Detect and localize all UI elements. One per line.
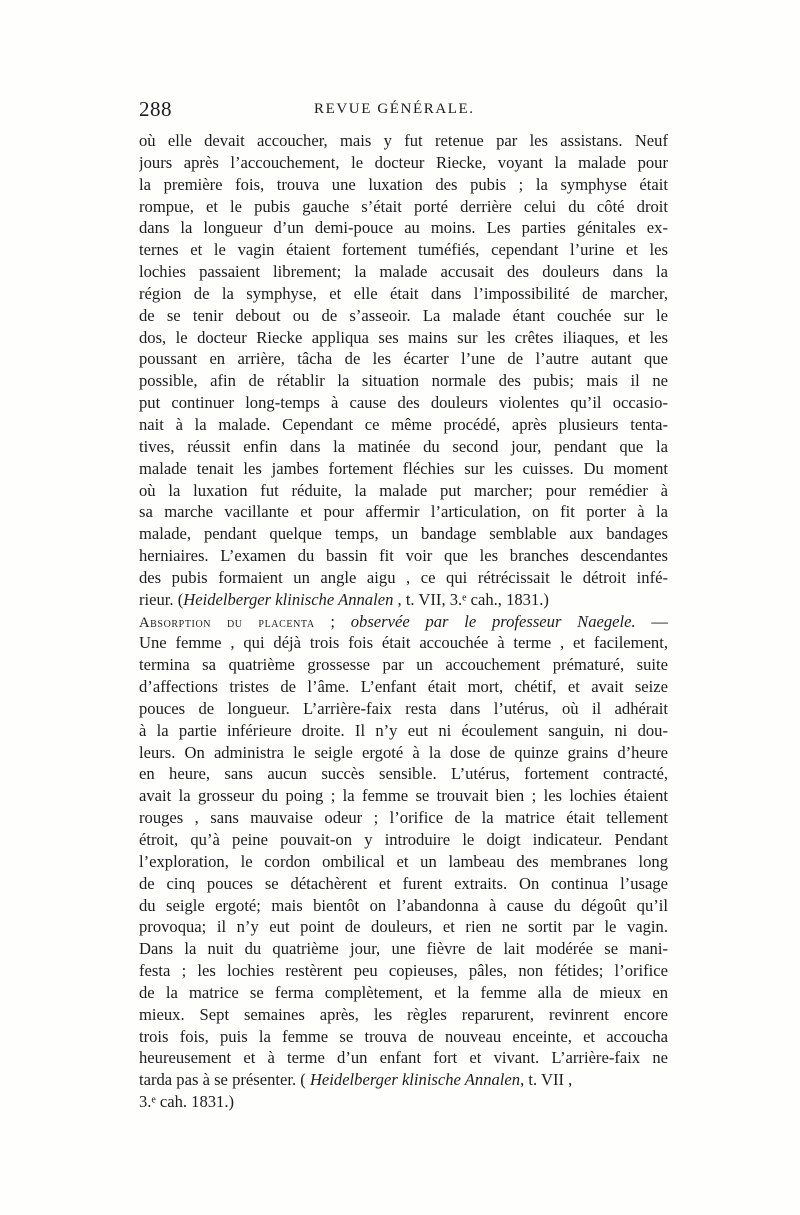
text-line: possible, afin de rétablir la situation normale des pubis; mais il ne	[139, 371, 668, 391]
text-line: mieux. Sept semaines après, les règles reparurent, revinrent encore	[139, 1004, 668, 1024]
text-line: leurs. On administra le seigle ergoté à la dose de quinze grains d’heure	[139, 742, 668, 762]
text-fragment: tarda pas à se présenter. (	[139, 1070, 310, 1090]
text-line: pouces de longueur. L’arrière-faix resta dans l’utérus, où il adhérait	[139, 698, 668, 718]
text-line: malade, pendant quelque temps, un bandage semblable aux bandages	[139, 524, 668, 544]
section-heading-line	[139, 611, 668, 633]
text-line: tives, réussit enfin dans la matinée du second jour, pendant que la	[139, 436, 668, 456]
text-line: d’affections tristes de l’âme. L’enfant était mort, chétif, et avait seize	[139, 677, 668, 697]
text-line: étroit, qu’à peine pouvait-on y introduire le doigt indicateur. Pendant	[139, 830, 668, 849]
text-line: lochies passaient librement; la malade accusait des douleurs dans la	[139, 262, 668, 282]
text-line: des pubis formaient un angle aigu , ce qui rétrécissait le détroit infé-	[139, 567, 668, 587]
paragraph-placenta	[139, 632, 668, 1069]
text-fragment: rieur. (	[139, 589, 184, 609]
text-line: termina sa quatrième grossesse par un accouchement prématuré, suite	[139, 655, 668, 675]
text-line: Dans la nuit du quatrième jour, une fièvre de lait modérée se mani-	[139, 939, 668, 959]
text-line: à la partie inférieure droite. Il n’y eut ni écoulement sanguin, ni dou-	[139, 720, 668, 740]
text-line: nait à la malade. Cependant ce même procédé, après plusieurs tenta-	[139, 414, 668, 434]
text-line: de cinq pouces se détachèrent et furent extraits. On continua l’usage	[139, 873, 668, 893]
page-number: 288	[139, 97, 172, 121]
citation-journal: Heidelberger klinische Annalen	[183, 589, 394, 609]
paragraph-luxation	[139, 130, 668, 589]
text-line: rouges , sans mauvaise odeur ; l’orifice de la matrice était tellement	[139, 808, 668, 828]
text-line: l’exploration, le cordon ombilical et un lambeau des membranes long	[139, 851, 668, 871]
text-line: jours après l’accouchement, le docteur Riecke, voyant la malade pour	[139, 152, 668, 172]
observer-credit: observée par le professeur Naegele.	[350, 611, 636, 631]
text-fragment: ;	[314, 611, 351, 631]
text-line: trois fois, puis la femme se trouva de nouveau enceinte, et accoucha	[139, 1026, 668, 1046]
text-line: poussant en arrière, tâcha de les écarter l’une de l’autre autant que	[139, 349, 668, 369]
text-line: herniaires. L’examen du bassin fit voir que les branches descendantes	[139, 546, 668, 566]
running-title: REVUE GÉNÉRALE.	[314, 101, 475, 117]
text-line: du seigle ergoté; mais bientôt on l’abandonna à cause du dégoût qu’il	[139, 895, 668, 915]
text-line: 3.ᵉ cah. 1831.)	[139, 1092, 235, 1112]
text-line: provoqua; il n’y eut point de douleurs, et rien ne sortit par le vagin.	[139, 917, 668, 937]
text-line: put continuer long-temps à cause des douleurs violentes qu’il occasio-	[139, 393, 668, 413]
text-line: heureusement et à terme d’un enfant fort et vivant. L’arrière-faix ne	[139, 1048, 668, 1068]
text-line: de la matrice se ferma complètement, et la femme alla de mieux en	[139, 982, 668, 1002]
page-header	[139, 97, 669, 127]
text-line: avait la grosseur du poing ; la femme se trouvait bien ; les lochies étaient	[139, 786, 668, 806]
text-line: en heure, sans aucun succès sensible. L’utérus, fortement contracté,	[139, 764, 668, 784]
citation-reference: , t. VII, 3.ᵉ cah., 1831.)	[393, 589, 549, 609]
text-line: malade tenait les jambes fortement fléchies sur les cuisses. Du moment	[139, 458, 668, 478]
text-line: où elle devait accoucher, mais y fut retenue par les assistans. Neuf	[139, 131, 668, 150]
text-line: dos, le docteur Riecke appliqua ses mains sur les crêtes iliaques, et les	[139, 327, 668, 347]
text-line: dans la longueur d’un demi-pouce au moins. Les parties génitales ex-	[139, 218, 668, 238]
text-line: la première fois, trouva une luxation des pubis ; la symphyse était	[139, 174, 668, 194]
text-line	[139, 589, 668, 611]
text-line: où la luxation fut réduite, la malade put marcher; pour remédier à	[139, 480, 668, 500]
text-line: festa ; les lochies restèrent peu copieuses, pâles, non fétides; l’orifice	[139, 961, 668, 981]
body-text	[139, 130, 668, 1113]
text-line: de se tenir debout ou de s’asseoir. La malade étant couchée sur le	[139, 305, 668, 325]
text-fragment: —	[635, 611, 668, 631]
text-line: Une femme , qui déjà trois fois était accouchée à terme , et facilement,	[139, 633, 668, 653]
citation-reference: , t. VII ,	[520, 1070, 573, 1090]
text-line: ternes et le vagin étaient fortement tuméfiés, cependant l’urine et les	[139, 240, 668, 260]
section-heading: Absorption du placenta	[139, 614, 315, 631]
text-line: rompue, et le pubis gauche s’était porté derrière celui du côté droit	[139, 196, 668, 216]
text-line: région de la symphyse, et elle était dans l’impossibilité de marcher,	[139, 283, 668, 303]
citation-journal: Heidelberger klinische Annalen	[309, 1070, 521, 1090]
text-line: sa marche vacillante et pour affermir l’articulation, on fit porter à la	[139, 502, 668, 522]
text-line	[139, 1069, 668, 1091]
